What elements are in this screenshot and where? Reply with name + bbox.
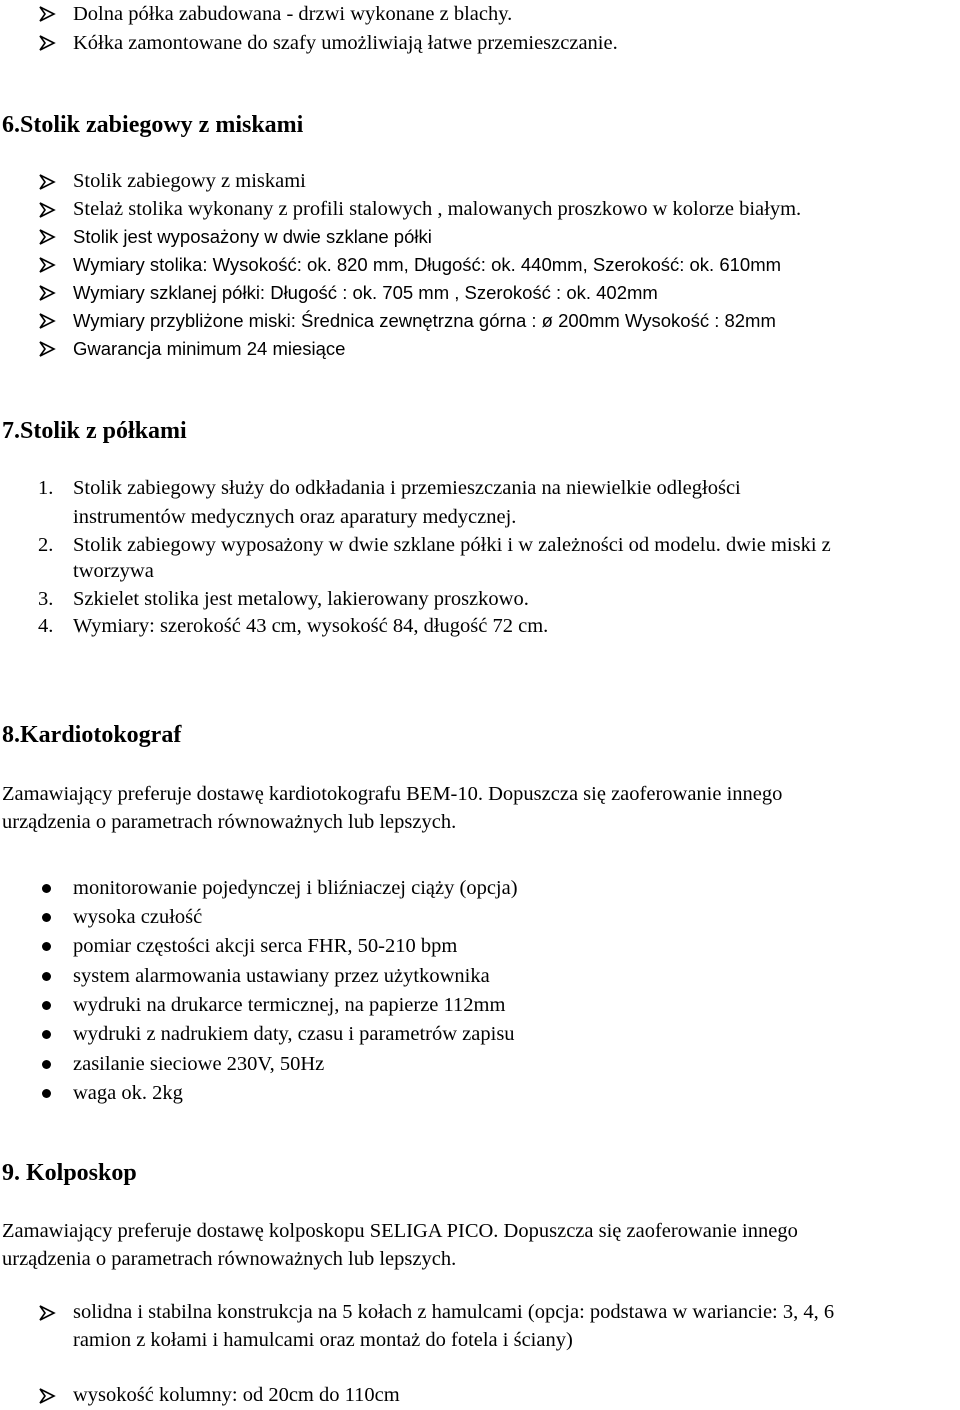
list-item: wydruki z nadrukiem daty, czasu i parametrów zapisu <box>73 1023 515 1045</box>
list-item: waga ok. 2kg <box>73 1082 183 1104</box>
bullet-dot-icon <box>42 1001 51 1010</box>
arrow-bullet-icon <box>38 284 56 302</box>
arrow-bullet-icon <box>38 1304 56 1322</box>
section-heading: 7.Stolik z półkami <box>2 418 187 444</box>
list-item: Stolik zabiegowy wyposażony w dwie szklane półki i w zależności od modelu. dwie miski z <box>73 534 831 556</box>
arrow-bullet-icon <box>38 5 56 23</box>
list-item: Stolik jest wyposażony w dwie szklane półki <box>73 226 432 247</box>
intro-paragraph: Zamawiający preferuje dostawę kolposkopu SELIGA PICO. Dopuszcza się zaoferowanie innego <box>2 1220 798 1242</box>
list-number: 2. <box>38 534 54 556</box>
list-number: 3. <box>38 588 54 610</box>
list-item: Stolik zabiegowy służy do odkładania i przemieszczania na niewielkie odległości <box>73 477 741 499</box>
list-item: Wymiary: szerokość 43 cm, wysokość 84, długość 72 cm. <box>73 615 549 637</box>
list-item: Wymiary szklanej półki: Długość : ok. 705 mm , Szerokość : ok. 402mm <box>73 282 658 303</box>
list-item: wydruki na drukarce termicznej, na papierze 112mm <box>73 994 506 1016</box>
list-item: Stolik zabiegowy z miskami <box>73 170 306 192</box>
list-item: Wymiary stolika: Wysokość: ok. 820 mm, Długość: ok. 440mm, Szerokość: ok. 610mm <box>73 254 782 275</box>
section-heading: 9. Kolposkop <box>2 1160 137 1186</box>
list-number: 1. <box>38 477 54 499</box>
list-item: Szkielet stolika jest metalowy, lakierowany proszkowo. <box>73 588 529 610</box>
arrow-bullet-icon <box>38 1387 56 1405</box>
list-item: solidna i stabilna konstrukcja na 5 kołach z hamulcami (opcja: podstawa w wariancie: 3, 4, 6 <box>73 1301 835 1323</box>
intro-paragraph: Zamawiający preferuje dostawę kardiotokografu BEM-10. Dopuszcza się zaoferowanie innego <box>2 783 783 805</box>
bullet-dot-icon <box>42 972 51 981</box>
list-item: Kółka zamontowane do szafy umożliwiają łatwe przemieszczanie. <box>73 32 618 54</box>
arrow-bullet-icon <box>38 34 56 52</box>
list-item: pomiar częstości akcji serca FHR, 50-210 bpm <box>73 935 458 957</box>
list-item: system alarmowania ustawiany przez użytkownika <box>73 965 490 987</box>
bullet-dot-icon <box>42 1089 51 1098</box>
intro-paragraph: urządzenia o parametrach równoważnych lub lepszych. <box>2 1248 457 1270</box>
bullet-dot-icon <box>42 884 51 893</box>
section-heading: 8.Kardiotokograf <box>2 722 182 748</box>
list-item-continuation: instrumentów medycznych oraz aparatury medycznej. <box>73 506 517 528</box>
bullet-dot-icon <box>42 1030 51 1039</box>
list-item-continuation: tworzywa <box>73 560 154 582</box>
list-item: wysokość kolumny: od 20cm do 110cm <box>73 1384 400 1406</box>
list-item-continuation: ramion z kołami i hamulcami oraz montaż do fotela i ściany) <box>73 1329 573 1351</box>
list-item: Stelaż stolika wykonany z profili stalowych , malowanych proszkowo w kolorze białym. <box>73 198 802 220</box>
list-item: Wymiary przybliżone miski: Średnica zewnętrzna górna : ø 200mm Wysokość : 82mm <box>73 310 776 331</box>
list-item: Gwarancja minimum 24 miesiące <box>73 338 346 359</box>
list-item: wysoka czułość <box>73 906 203 928</box>
arrow-bullet-icon <box>38 312 56 330</box>
list-item: monitorowanie pojedynczej i bliźniaczej ciąży (opcja) <box>73 877 518 899</box>
arrow-bullet-icon <box>38 256 56 274</box>
list-item: zasilanie sieciowe 230V, 50Hz <box>73 1053 325 1075</box>
bullet-dot-icon <box>42 942 51 951</box>
arrow-bullet-icon <box>38 340 56 358</box>
intro-paragraph: urządzenia o parametrach równoważnych lub lepszych. <box>2 811 457 833</box>
list-number: 4. <box>38 615 54 637</box>
list-item: Dolna półka zabudowana - drzwi wykonane z blachy. <box>73 3 513 25</box>
bullet-dot-icon <box>42 1060 51 1069</box>
section-heading: 6.Stolik zabiegowy z miskami <box>2 112 304 138</box>
arrow-bullet-icon <box>38 228 56 246</box>
bullet-dot-icon <box>42 913 51 922</box>
arrow-bullet-icon <box>38 173 56 191</box>
arrow-bullet-icon <box>38 201 56 219</box>
